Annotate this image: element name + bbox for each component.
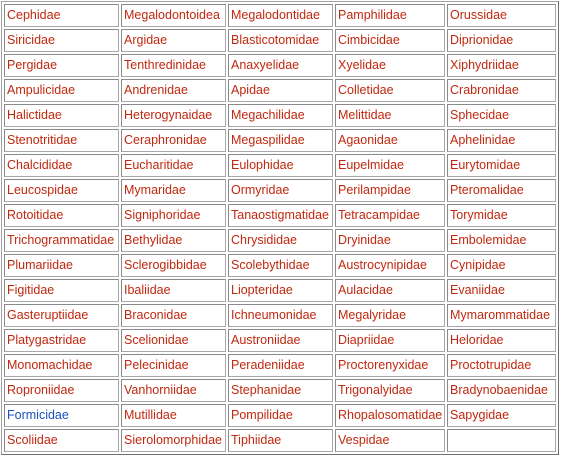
table-row [4, 179, 556, 202]
family-link-braconidae[interactable]: Braconidae [121, 304, 226, 327]
family-link-ceraphronidae[interactable]: Ceraphronidae [121, 129, 226, 152]
table-row [4, 329, 556, 352]
family-link-plumariidae[interactable]: Plumariidae [4, 254, 119, 277]
family-link-stenotritidae[interactable]: Stenotritidae [4, 129, 119, 152]
family-link-embolemidae[interactable]: Embolemidae [447, 229, 556, 252]
family-link-cynipidae[interactable]: Cynipidae [447, 254, 556, 277]
family-link-vanhorniidae[interactable]: Vanhorniidae [121, 379, 226, 402]
family-link-monomachidae[interactable]: Monomachidae [4, 354, 119, 377]
family-link-platygastridae[interactable]: Platygastridae [4, 329, 119, 352]
family-link-aphelinidae[interactable]: Aphelinidae [447, 129, 556, 152]
family-link-argidae[interactable]: Argidae [121, 29, 226, 52]
family-link-dryinidae[interactable]: Dryinidae [335, 229, 445, 252]
table-body [4, 4, 556, 452]
family-link-scelionidae[interactable]: Scelionidae [121, 329, 226, 352]
family-link-austrocynipidae[interactable]: Austrocynipidae [335, 254, 445, 277]
family-link-megalodontoidea[interactable]: Megalodontoidea [121, 4, 226, 27]
family-link-ormyridae[interactable]: Ormyridae [228, 179, 333, 202]
family-link-trigonalyidae[interactable]: Trigonalyidae [335, 379, 445, 402]
family-link-blasticotomidae[interactable]: Blasticotomidae [228, 29, 333, 52]
family-link-mymaridae[interactable]: Mymaridae [121, 179, 226, 202]
family-link-stephanidae[interactable]: Stephanidae [228, 379, 333, 402]
family-link-colletidae[interactable]: Colletidae [335, 79, 445, 102]
family-link-diapriidae[interactable]: Diapriidae [335, 329, 445, 352]
table-row [4, 154, 556, 177]
table-row [4, 129, 556, 152]
family-link-sphecidae[interactable]: Sphecidae [447, 104, 556, 127]
family-link-eurytomidae[interactable]: Eurytomidae [447, 154, 556, 177]
family-link-sapygidae[interactable]: Sapygidae [447, 404, 556, 427]
family-link-pamphilidae[interactable]: Pamphilidae [335, 4, 445, 27]
family-link-formicidae[interactable]: Formicidae [4, 404, 119, 427]
family-link-bethylidae[interactable]: Bethylidae [121, 229, 226, 252]
family-link-roproniidae[interactable]: Roproniidae [4, 379, 119, 402]
family-link-xyelidae[interactable]: Xyelidae [335, 54, 445, 77]
table-row [4, 54, 556, 77]
family-link-eucharitidae[interactable]: Eucharitidae [121, 154, 226, 177]
family-link-siricidae[interactable]: Siricidae [4, 29, 119, 52]
family-link-apidae[interactable]: Apidae [228, 79, 333, 102]
family-link-megalodontidae[interactable]: Megalodontidae [228, 4, 333, 27]
family-link-scoliidae[interactable]: Scoliidae [4, 429, 119, 452]
table-row [4, 279, 556, 302]
family-link-sclerogibbidae[interactable]: Sclerogibbidae [121, 254, 226, 277]
family-link-megaspilidae[interactable]: Megaspilidae [228, 129, 333, 152]
family-link-pompilidae[interactable]: Pompilidae [228, 404, 333, 427]
family-link-sierolomorphidae[interactable]: Sierolomorphidae [121, 429, 226, 452]
family-link-anaxyelidae[interactable]: Anaxyelidae [228, 54, 333, 77]
family-link-heloridae[interactable]: Heloridae [447, 329, 556, 352]
family-link-orussidae[interactable]: Orussidae [447, 4, 556, 27]
family-link-rotoitidae[interactable]: Rotoitidae [4, 204, 119, 227]
family-link-megachilidae[interactable]: Megachilidae [228, 104, 333, 127]
family-link-perilampidae[interactable]: Perilampidae [335, 179, 445, 202]
family-link-tenthredinidae[interactable]: Tenthredinidae [121, 54, 226, 77]
family-link-aulacidae[interactable]: Aulacidae [335, 279, 445, 302]
family-link-megalyridae[interactable]: Megalyridae [335, 304, 445, 327]
empty-cell [447, 429, 556, 452]
family-link-proctotrupidae[interactable]: Proctotrupidae [447, 354, 556, 377]
family-link-andrenidae[interactable]: Andrenidae [121, 79, 226, 102]
family-link-austroniidae[interactable]: Austroniidae [228, 329, 333, 352]
family-link-heterogynaidae[interactable]: Heterogynaidae [121, 104, 226, 127]
table-row [4, 29, 556, 52]
family-link-pteromalidae[interactable]: Pteromalidae [447, 179, 556, 202]
family-link-vespidae[interactable]: Vespidae [335, 429, 445, 452]
table-row [4, 4, 556, 27]
family-link-diprionidae[interactable]: Diprionidae [447, 29, 556, 52]
family-link-eulophidae[interactable]: Eulophidae [228, 154, 333, 177]
family-link-trichogrammatidae[interactable]: Trichogrammatidae [4, 229, 119, 252]
family-link-proctorenyxidae[interactable]: Proctorenyxidae [335, 354, 445, 377]
family-link-tiphiidae[interactable]: Tiphiidae [228, 429, 333, 452]
family-link-scolebythidae[interactable]: Scolebythidae [228, 254, 333, 277]
table-row [4, 104, 556, 127]
table-row [4, 429, 556, 452]
family-link-table [1, 1, 559, 455]
family-link-ampulicidae[interactable]: Ampulicidae [4, 79, 119, 102]
family-link-halictidae[interactable]: Halictidae [4, 104, 119, 127]
family-link-rhopalosomatidae[interactable]: Rhopalosomatidae [335, 404, 445, 427]
table-row [4, 79, 556, 102]
family-link-cimbicidae[interactable]: Cimbicidae [335, 29, 445, 52]
family-link-bradynobaenidae[interactable]: Bradynobaenidae [447, 379, 556, 402]
family-link-torymidae[interactable]: Torymidae [447, 204, 556, 227]
family-link-tanaostigmatidae[interactable]: Tanaostigmatidae [228, 204, 333, 227]
family-link-liopteridae[interactable]: Liopteridae [228, 279, 333, 302]
family-link-ibaliidae[interactable]: Ibaliidae [121, 279, 226, 302]
family-link-melittidae[interactable]: Melittidae [335, 104, 445, 127]
table-row [4, 229, 556, 252]
family-link-eupelmidae[interactable]: Eupelmidae [335, 154, 445, 177]
family-link-gasteruptiidae[interactable]: Gasteruptiidae [4, 304, 119, 327]
family-link-tetracampidae[interactable]: Tetracampidae [335, 204, 445, 227]
table-row [4, 204, 556, 227]
table-row [4, 379, 556, 402]
family-link-mutillidae[interactable]: Mutillidae [121, 404, 226, 427]
table-row [4, 404, 556, 427]
family-link-peradeniidae[interactable]: Peradeniidae [228, 354, 333, 377]
table-row [4, 354, 556, 377]
family-link-chrysididae[interactable]: Chrysididae [228, 229, 333, 252]
family-link-xiphydriidae[interactable]: Xiphydriidae [447, 54, 556, 77]
family-link-pergidae[interactable]: Pergidae [4, 54, 119, 77]
table-row [4, 254, 556, 277]
family-link-ichneumonidae[interactable]: Ichneumonidae [228, 304, 333, 327]
family-link-evaniidae[interactable]: Evaniidae [447, 279, 556, 302]
table-row [4, 304, 556, 327]
family-link-figitidae[interactable]: Figitidae [4, 279, 119, 302]
family-link-agaonidae[interactable]: Agaonidae [335, 129, 445, 152]
family-link-leucospidae[interactable]: Leucospidae [4, 179, 119, 202]
family-link-mymarommatidae[interactable]: Mymarommatidae [447, 304, 556, 327]
family-link-cephidae[interactable]: Cephidae [4, 4, 119, 27]
family-link-crabronidae[interactable]: Crabronidae [447, 79, 556, 102]
family-link-signiphoridae[interactable]: Signiphoridae [121, 204, 226, 227]
family-link-pelecinidae[interactable]: Pelecinidae [121, 354, 226, 377]
family-link-chalcididae[interactable]: Chalcididae [4, 154, 119, 177]
